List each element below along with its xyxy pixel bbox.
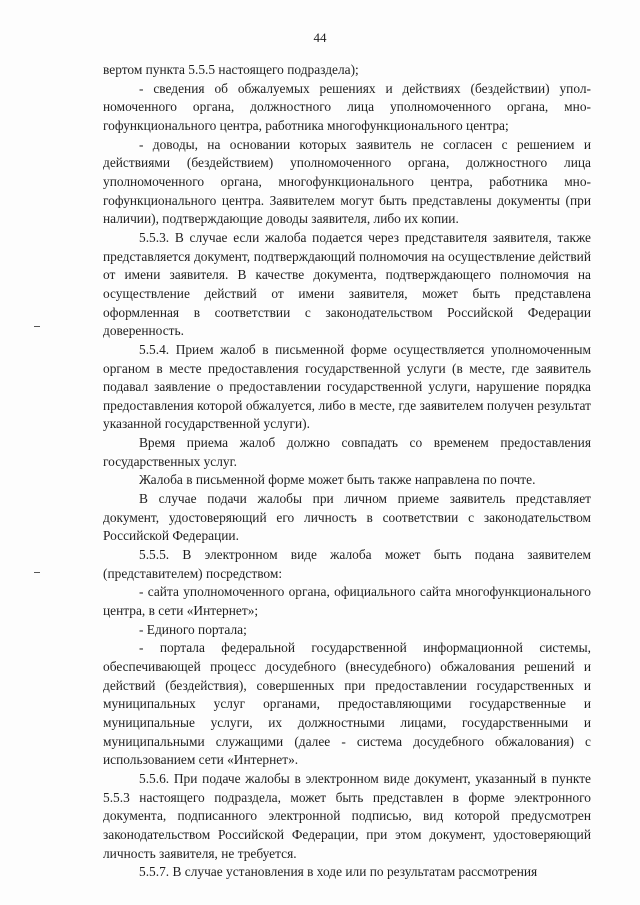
paragraph: 5.5.5. В электронном виде жалоба может быть подана заявителем (представителем) посредством: xyxy=(103,547,591,581)
paragraph: Жалоба в письменной форме может быть также направлена по почте. xyxy=(139,472,536,488)
margin-mark xyxy=(34,326,40,327)
document-body xyxy=(103,61,591,882)
paragraph: 5.5.6. При подаче жалобы в электронном виде документ, указанный в пункте 5.5.3 настоящего подраздела, может быть представлен в форме электронного документа, подписанного электронной подписью, вид которой предусмотрен законодательством Российской Федерации, при этом документ, удостоверяющий личность заявителя, не требуется. xyxy=(103,770,591,861)
paragraph: - Единого портала; xyxy=(139,621,247,637)
paragraph: 5.5.3. В случае если жалоба подается через представителя заявителя, также представляется документ, подтверждающий полномочия на осуществление действий от имени заявителя. В качестве документа, подтверждающего полномочия на осуществление действий от имени заявителя, может быть представлена оформленная в соответствии с законодательством Российской Федерации доверенность. xyxy=(103,229,591,339)
paragraph: - доводы, на основании которых заявитель не согласен с решением и действиями (бездействием) уполномоченного органа, должностного лица уполномоченного органа, многофункционального центра, работника многофункционального центра. Заявителем могут быть представлены документы (при наличии), подтверждающие доводы заявителя, либо их копии. xyxy=(103,136,591,227)
paragraph: В случае подачи жалобы при личном приеме заявитель представляет документ, удостоверяющий его личность в соответствии с законодательством Российской Федерации. xyxy=(103,491,591,544)
page-number: 44 xyxy=(313,30,327,45)
paragraph: 5.5.7. В случае установления в ходе или по результатам рассмотрения xyxy=(139,864,538,880)
margin-mark xyxy=(34,572,40,573)
paragraph: - сайта уполномоченного органа, официального сайта многофункционального центра, в сети «Интернет»; xyxy=(103,584,591,619)
paragraph: - портала федеральной государственной информационной системы, обеспечивающей процесс досудебного (внесудебного) обжалования решений и действий (бездействия), совершенных при предоставлении государственных и муниципальных услуг органами, предоставляющими государственные и муниципальные услуги, их должностными лицами, государственными и муниципальными служащими (далее - система досудебного обжалования) с использованием сети «Интернет». xyxy=(103,640,591,768)
paragraph: Время приема жалоб должно совпадать со временем предоставления государственных услуг. xyxy=(103,435,591,469)
paragraph: вертом пункта 5.5.5 настоящего подраздела); xyxy=(103,62,359,77)
paragraph: 5.5.4. Прием жалоб в письменной форме осуществляется уполномоченным органом в месте предоставления государственной услуги (в месте, где заявитель подавал заявление о предоставлении государственной услуги, нарушение порядка предоставления которой обжалуется, либо в месте, где заявителем получен результат указанной государственной услуги). xyxy=(103,341,591,432)
paragraph: - сведения об обжалуемых решениях и действиях (бездействии) уполномоченного органа, должностного лица уполномоченного органа, многофункционального центра, работника многофункционального центра; xyxy=(103,80,591,133)
